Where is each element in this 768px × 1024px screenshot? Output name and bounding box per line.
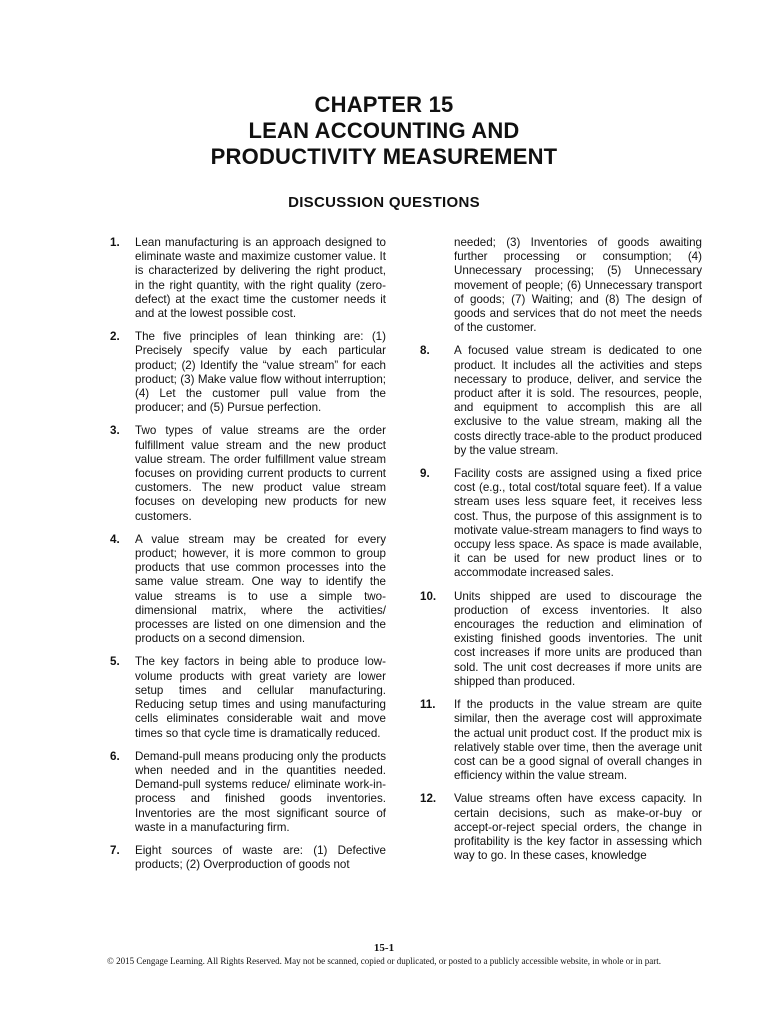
question-item (420, 467, 702, 581)
question-number: 2. (110, 330, 120, 344)
question-item (110, 330, 386, 415)
left-column (110, 236, 386, 881)
page-number: 15-1 (373, 942, 395, 954)
question-item (110, 750, 386, 835)
chapter-title-line-1: LEAN ACCOUNTING AND (248, 118, 520, 143)
question-item (420, 344, 702, 458)
question-number: 11. (420, 698, 436, 712)
chapter-title-line-2: PRODUCTIVITY MEASUREMENT (210, 144, 558, 169)
question-text: Eight sources of waste are: (1) Defective products; (2) Overproduction of goods not (135, 843, 386, 872)
question-number: 7. (110, 843, 120, 857)
question-item (420, 698, 702, 783)
question-number: 8. (420, 344, 430, 358)
right-column (420, 236, 702, 872)
question-number: 3. (110, 424, 120, 438)
question-text: Demand-pull means producing only the products when needed and in the quantities needed. Demand-pull systems reduce/ eliminate work-in-process and finished goods inventories. Inventories are the most significant source of waste in a manufacturing firm. (135, 749, 386, 834)
question-number: 12. (420, 792, 437, 806)
question-item (110, 655, 386, 740)
question-item (110, 533, 386, 647)
question-text: The key factors in being able to produce low-volume products with great variety are lower setup times and cellular manufacturing. Reducing setup times and using manufacturing cells eliminates considerable wait and move times so that cycle time is dramatically reduced. (135, 655, 386, 740)
question-item (420, 792, 702, 863)
question-text: Value streams often have excess capacity. In certain decisions, such as make-or-buy or accept-or-reject special orders, the change in profitability is the key factor in assessing which way to go. In these cases, knowledge (454, 792, 702, 863)
question-number: 10. (420, 589, 437, 603)
question-number: 6. (110, 749, 120, 763)
question-text: The five principles of lean thinking are: (1) Precisely specify value by each particular product; (2) Identify the “value stream” for each product; (3) Make value flow without interruption; (4) Let the customer pull value from the producer; and (5) Pursue perfection. (135, 330, 386, 415)
question-continuation: needed; (3) Inventories of goods awaiting further processing or consumption; (4) Unnecessary processing; (5) Unnecessary movement of people; (6) Unnecessary transport of goods; (7) Waiting; and (8) The design of goods and services that do not meet the needs of the customer. (454, 236, 702, 335)
question-text: Facility costs are assigned using a fixed price cost (e.g., total cost/total square feet). If a value stream uses less square feet, it receives less cost. Thus, the purpose of this assignment is to motivate value-stream managers to find ways to occupy less space. As space is made available, it can be used for new product lines or to accommodate increased sales. (454, 467, 702, 580)
question-item (420, 590, 702, 689)
question-number: 9. (420, 467, 430, 481)
question-number: 1. (110, 236, 120, 249)
question-text: If the products in the value stream are quite similar, then the average cost will approximate the actual unit product cost. If the product mix is relatively stable over time, then the average unit cost can be a good signal of overall changes in efficiency within the value stream. (454, 698, 702, 783)
copyright-notice: © 2015 Cengage Learning. All Rights Reserved. May not be scanned, copied or duplicated, or posted to a publicly accessible website, in whole or in part. (107, 956, 661, 966)
question-text: A focused value stream is dedicated to one product. It includes all the activities and steps necessary to produce, deliver, and service the product after it is sold. The resources, people, and equipment to accomplish this are all exclusive to the value stream, making all the costs directly trace-able to the product produced by the value stream. (454, 344, 702, 457)
question-item (110, 424, 386, 523)
section-title: DISCUSSION QUESTIONS (288, 194, 480, 211)
question-text: Two types of value streams are the order fulfillment value stream and the new product value stream. The order fulfillment value stream focuses on providing current products to current customers. The new product value stream focuses on developing new products for new customers. (135, 424, 386, 523)
question-text: Lean manufacturing is an approach designed to eliminate waste and maximize customer value. It is characterized by delivering the right product, in the right quantity, with the right quality (zero-defect) at the exact time the customer needs it and at the lowest possible cost. (135, 236, 386, 321)
question-text: A value stream may be created for every product; however, it is more common to group products that use common processes into the same value stream. One way to identify the value streams is to use a simple two-dimensional matrix, where the activities/ processes are listed on one dimension and the products on a second dimension. (135, 532, 386, 646)
question-item (110, 844, 386, 872)
chapter-title-block (0, 92, 768, 170)
question-text: Units shipped are used to discourage the production of excess inventories. It also encourages the reduction and elimination of existing finished goods inventories. The unit cost increases if more units are produced than sold. The unit cost decreases if more units are shipped than produced. (454, 589, 702, 688)
question-number: 5. (110, 655, 120, 669)
question-item (110, 236, 386, 321)
chapter-number: CHAPTER 15 (314, 92, 454, 117)
page-footer (0, 942, 768, 967)
question-number: 4. (110, 532, 120, 546)
